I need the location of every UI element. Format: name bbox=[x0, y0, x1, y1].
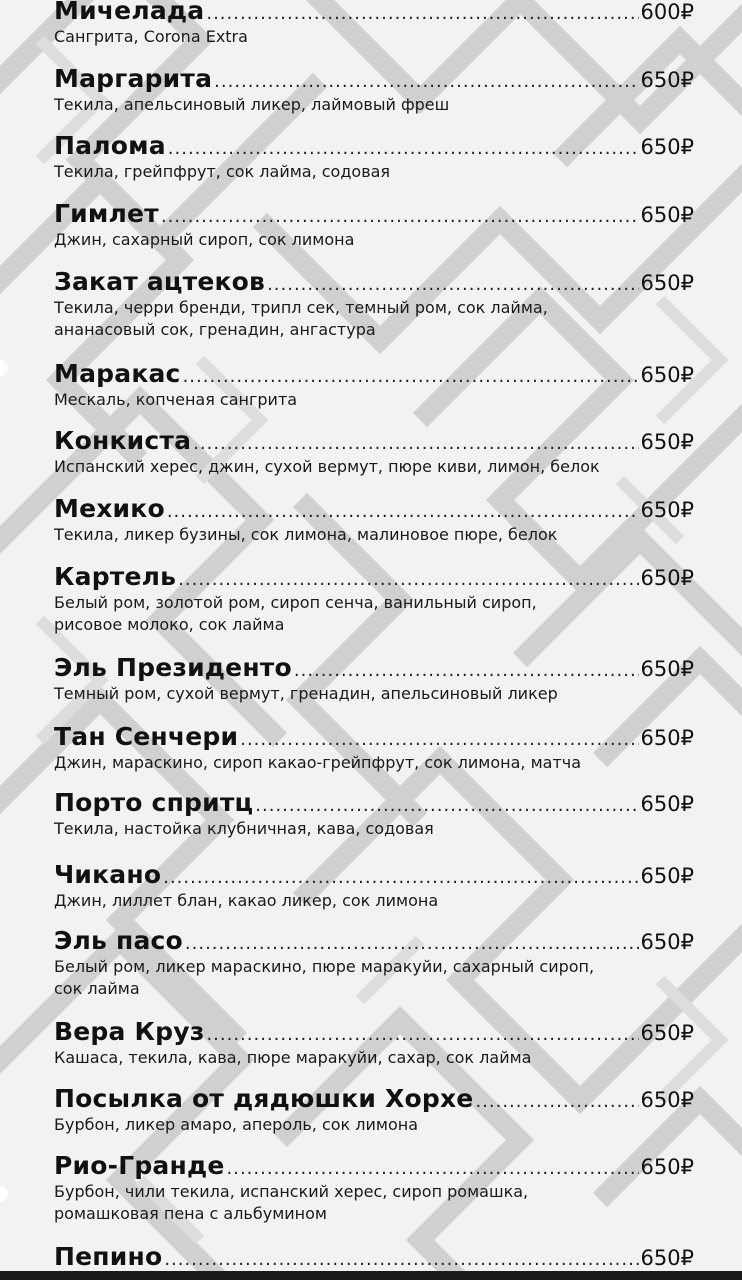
menu-item bbox=[54, 1017, 694, 1069]
cocktail-price: 600₽ bbox=[640, 0, 694, 24]
cocktail-price: 650₽ bbox=[640, 864, 694, 888]
cocktail-price: 650₽ bbox=[640, 363, 694, 387]
menu-item bbox=[54, 788, 694, 840]
cocktail-name: Маракас bbox=[54, 359, 181, 388]
dot-leader bbox=[193, 429, 638, 459]
dot-leader bbox=[183, 362, 639, 392]
bottom-edge bbox=[0, 1271, 742, 1280]
menu-item-header bbox=[54, 131, 694, 161]
cocktail-ingredients: Белый ром, ликер мараскино, пюре маракуйи, сахарный сироп, bbox=[54, 957, 595, 976]
cocktail-price: 650₽ bbox=[640, 1155, 694, 1179]
dot-leader bbox=[163, 863, 638, 893]
menu-item bbox=[54, 426, 694, 478]
dot-leader bbox=[161, 202, 639, 232]
menu-item bbox=[54, 64, 694, 116]
cocktail-ingredients: Текила, настойка клубничная, кава, содовая bbox=[54, 819, 434, 838]
cocktail-name: Рио-Гранде bbox=[54, 1151, 225, 1180]
dot-leader bbox=[178, 565, 638, 595]
cocktail-price: 650₽ bbox=[640, 792, 694, 816]
cocktail-name: Конкиста bbox=[54, 426, 192, 455]
cocktail-name: Палома bbox=[54, 131, 166, 160]
menu-item bbox=[54, 1242, 694, 1272]
cocktail-name: Мичелада bbox=[54, 0, 205, 25]
menu-item-header bbox=[54, 267, 694, 297]
cocktail-price: 650₽ bbox=[640, 930, 694, 954]
cocktail-name: Гимлет bbox=[54, 199, 159, 228]
dot-leader bbox=[294, 656, 639, 686]
cocktail-price: 650₽ bbox=[640, 68, 694, 92]
menu-item bbox=[54, 267, 694, 341]
cocktail-ingredients: Текила, ликер бузины, сок лимона, малиновое пюре, белок bbox=[54, 525, 558, 544]
cocktail-ingredients: Мескаль, копченая сангрита bbox=[54, 390, 298, 409]
menu-item bbox=[54, 653, 694, 705]
cocktail-price: 650₽ bbox=[640, 1021, 694, 1045]
menu-item bbox=[54, 926, 694, 1000]
cocktail-ingredients: ананасовый сок, гренадин, ангастура bbox=[54, 320, 376, 339]
menu-item-header bbox=[54, 494, 694, 524]
menu-item bbox=[54, 860, 694, 912]
cocktail-ingredients: Белый ром, золотой ром, сироп сенча, ванильный сироп, bbox=[54, 593, 537, 612]
cocktail-price: 650₽ bbox=[640, 430, 694, 454]
menu-item-header bbox=[54, 64, 694, 94]
dot-leader bbox=[214, 67, 638, 97]
dot-leader bbox=[475, 1087, 638, 1117]
menu-item-header bbox=[54, 359, 694, 389]
cocktail-name: Тан Сенчери bbox=[54, 722, 239, 751]
menu-item-header bbox=[54, 0, 694, 26]
cocktail-price: 650₽ bbox=[640, 726, 694, 750]
cocktail-name: Закат ацтеков bbox=[54, 267, 266, 296]
cocktail-price: 650₽ bbox=[640, 135, 694, 159]
cocktail-name: Порто спритц bbox=[54, 788, 254, 817]
menu-item bbox=[54, 199, 694, 251]
menu-item-header bbox=[54, 860, 694, 890]
menu-item bbox=[54, 722, 694, 774]
dot-leader bbox=[240, 725, 638, 755]
cocktail-name: Картель bbox=[54, 562, 177, 591]
menu-item-header bbox=[54, 653, 694, 683]
cocktail-price: 650₽ bbox=[640, 271, 694, 295]
cocktail-ingredients: Текила, черри бренди, трипл сек, темный ром, сок лайма, bbox=[54, 298, 548, 317]
cocktail-name: Эль Президенто bbox=[54, 653, 292, 682]
cocktail-price: 650₽ bbox=[640, 498, 694, 522]
cocktail-ingredients: Джин, мараскино, сироп какао-грейпфрут, сок лимона, матча bbox=[54, 753, 582, 772]
cocktail-price: 650₽ bbox=[640, 566, 694, 590]
cocktail-ingredients: Испанский херес, джин, сухой вермут, пюре киви, лимон, белок bbox=[54, 457, 600, 476]
dot-leader bbox=[168, 134, 639, 164]
dot-leader bbox=[206, 0, 638, 29]
cocktail-name: Чикано bbox=[54, 860, 162, 889]
dot-leader bbox=[267, 270, 638, 300]
cocktail-ingredients: Сангрита, Corona Extra bbox=[54, 27, 248, 46]
dot-leader bbox=[227, 1154, 639, 1184]
cocktail-name: Мехико bbox=[54, 494, 165, 523]
cocktail-ingredients: Джин, сахарный сироп, сок лимона bbox=[54, 230, 355, 249]
menu-item bbox=[54, 359, 694, 411]
cocktail-name: Маргарита bbox=[54, 64, 213, 93]
menu-item-header bbox=[54, 1017, 694, 1047]
menu-item-header bbox=[54, 1084, 694, 1114]
cocktail-ingredients: Кашаса, текила, кава, пюре маракуйи, сахар, сок лайма bbox=[54, 1048, 532, 1067]
cocktail-name: Эль пасо bbox=[54, 926, 183, 955]
menu-item bbox=[54, 131, 694, 183]
menu-item-header bbox=[54, 1242, 694, 1272]
menu-item-header bbox=[54, 722, 694, 752]
cocktail-ingredients: Джин, лиллет блан, какао ликер, сок лимона bbox=[54, 891, 439, 910]
menu-item bbox=[54, 1151, 694, 1225]
menu-item-header bbox=[54, 1151, 694, 1181]
menu-item bbox=[54, 1084, 694, 1136]
dot-leader bbox=[185, 929, 639, 959]
cocktail-price: 650₽ bbox=[640, 1246, 694, 1270]
cocktail-ingredients: Текила, грейпфрут, сок лайма, содовая bbox=[54, 162, 391, 181]
menu-item-header bbox=[54, 426, 694, 456]
cocktail-ingredients: Бурбон, ликер амаро, апероль, сок лимона bbox=[54, 1115, 419, 1134]
menu-item-header bbox=[54, 926, 694, 956]
cocktail-name: Вера Круз bbox=[54, 1017, 205, 1046]
dot-leader bbox=[255, 791, 638, 821]
menu-item bbox=[54, 494, 694, 546]
cocktail-ingredients: сок лайма bbox=[54, 979, 140, 998]
menu-item bbox=[54, 0, 694, 48]
dot-leader bbox=[206, 1020, 638, 1050]
cocktail-price: 650₽ bbox=[640, 203, 694, 227]
cocktail-ingredients: Бурбон, чили текила, испанский херес, сироп ромашка, bbox=[54, 1182, 529, 1201]
menu-item-header bbox=[54, 788, 694, 818]
cocktail-price: 650₽ bbox=[640, 657, 694, 681]
cocktail-name: Посылка от дядюшки Хорхе bbox=[54, 1084, 474, 1113]
cocktail-ingredients: рисовое молоко, сок лайма bbox=[54, 615, 285, 634]
menu-item bbox=[54, 562, 694, 636]
cocktail-ingredients: ромашковая пена с альбумином bbox=[54, 1204, 327, 1223]
cocktail-ingredients: Темный ром, сухой вермут, гренадин, апельсиновый ликер bbox=[54, 684, 558, 703]
menu-item-header bbox=[54, 562, 694, 592]
menu-item-header bbox=[54, 199, 694, 229]
dot-leader bbox=[167, 497, 639, 527]
cocktail-ingredients: Текила, апельсиновый ликер, лаймовый фреш bbox=[54, 95, 450, 114]
cocktail-price: 650₽ bbox=[640, 1088, 694, 1112]
cocktail-name: Пепино bbox=[54, 1242, 163, 1271]
